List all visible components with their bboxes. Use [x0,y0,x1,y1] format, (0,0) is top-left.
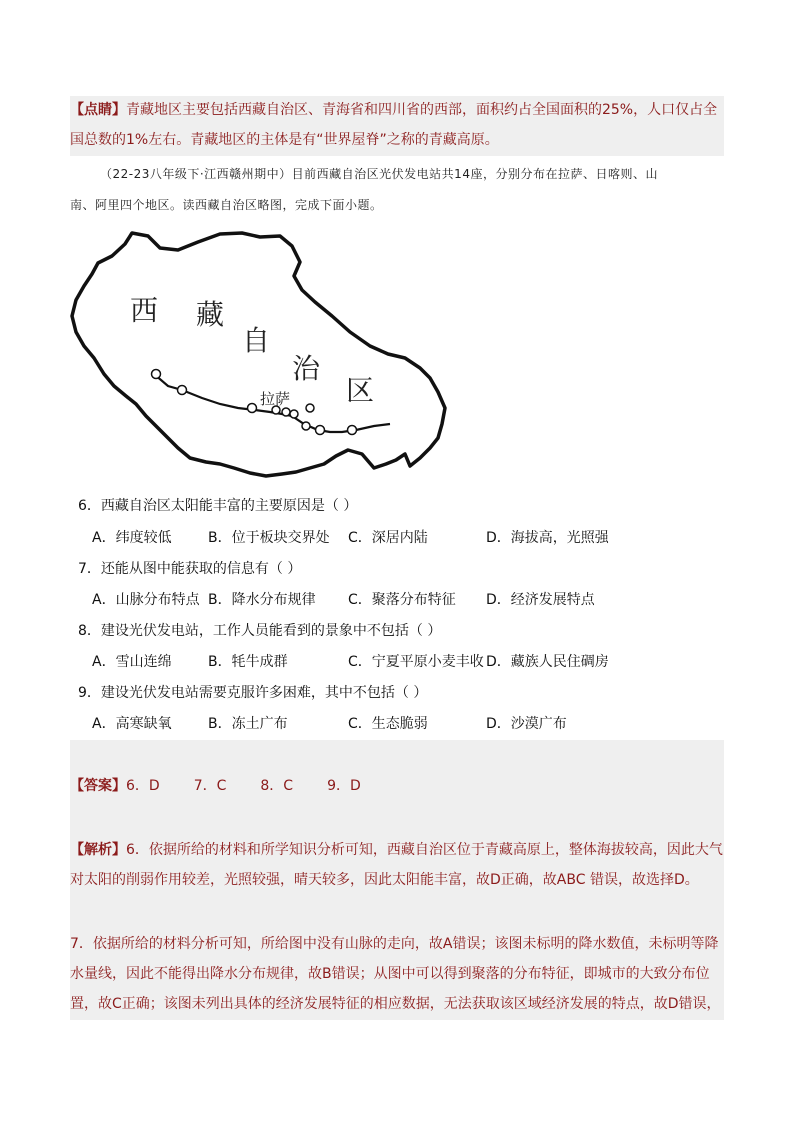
analysis-7-line-1: 7．依据所给的材料分析可知，所给图中没有山脉的走向，故A错误；该图未标明的降水数值，未标明等降 [70,936,719,952]
dianjing-tag: 【点睛】 [70,102,126,118]
map-char-zang: 藏 [196,298,225,331]
question-6-option-d: D．海拔高，光照强 [486,530,609,546]
analysis-7-line-3: 置，故C正确；该图未列出具体的经济发展特征的相应数据，无法获取该区域经济发展的特点，故D错误， [70,996,721,1012]
city-point [282,408,290,416]
question-9-option-b: B．冻土广布 [208,716,288,732]
question-8-option-a: A．雪山连绵 [92,654,172,670]
city-label-lasa: 拉萨 [260,390,291,408]
question-9-option-c: C．生态脆弱 [348,716,428,732]
question-7-option-d: D．经济发展特点 [486,592,595,608]
analysis-6-line-2: 对太阳的削弱作用较差，光照较强，晴天较多，因此太阳能丰富，故D正确，故ABC 错误，故选择D。 [70,872,699,888]
question-7-option-c: C．聚落分布特征 [348,592,456,608]
question-7-stem: 7．还能从图中能获取的信息有（ ） [78,561,302,577]
city-point [152,370,161,379]
answer-tag: 【答案】 [70,778,126,794]
question-8-option-b: B．牦牛成群 [208,654,288,670]
city-point [316,426,325,435]
map-char-zhi: 治 [292,352,321,385]
question-7-option-b: B．降水分布规律 [208,592,316,608]
question-6-option-a: A．纬度较低 [92,530,172,546]
answer-line [70,776,361,796]
question-7-option-a: A．山脉分布特点 [92,592,200,608]
map-char-xi: 西 [130,294,159,327]
question-8-option-d: D．藏族人民住碉房 [486,654,609,670]
intro-line-2: 南、阿里四个地区。读西藏自治区略图，完成下面小题。 [70,198,383,212]
answer-item: 7．C [193,778,227,794]
answer-item: 8．C [260,778,294,794]
analysis-tag: 【解析】 [70,842,126,858]
question-8-stem: 8．建设光伏发电站，工作人员能看到的景象中不包括（ ） [78,623,442,639]
map-char-qu: 区 [346,374,375,407]
question-9-option-a: A．高寒缺氧 [92,716,172,732]
intro-line-1: （22-23八年级下·江西赣州期中）目前西藏自治区光伏发电站共14座，分别分布在拉萨、日喀则、山 [100,167,658,181]
question-9-stem: 9．建设光伏发电站需要克服许多困难，其中不包括（ ） [78,685,428,701]
city-point [178,386,187,395]
city-point [290,410,298,418]
question-6-option-c: C．深居内陆 [348,530,428,546]
question-9-option-d: D．沙漠广布 [486,716,567,732]
answer-item: 9．D [327,778,361,794]
dianjing-line-2: 国总数的1%左右。青藏地区的主体是有“世界屋脊”之称的青藏高原。 [70,132,499,148]
map-char-zi: 自 [242,324,271,357]
question-6-option-b: B．位于板块交界处 [208,530,330,546]
dianjing-line-1: 【点睛】青藏地区主要包括西藏自治区、青海省和四川省的西部，面积约占全国面积的25%，人口仅占全 [70,102,718,118]
city-point [302,422,310,430]
city-point [306,404,314,412]
question-6-stem: 6．西藏自治区太阳能丰富的主要原因是（ ） [78,498,358,514]
question-8-option-c: C．宁夏平原小麦丰收 [348,654,484,670]
answer-item: 6．D [126,778,160,794]
analysis-6-line-1: 【解析】6．依据所给的材料和所学知识分析可知，西藏自治区位于青藏高原上，整体海拔较高，因此大气 [70,842,723,858]
analysis-7-line-2: 水量线，因此不能得出降水分布规律，故B错误；从图中可以得到聚落的分布特征，即城市的大致分布位 [70,966,710,982]
tibet-map [70,228,450,480]
city-point [348,426,357,435]
city-point [248,404,257,413]
